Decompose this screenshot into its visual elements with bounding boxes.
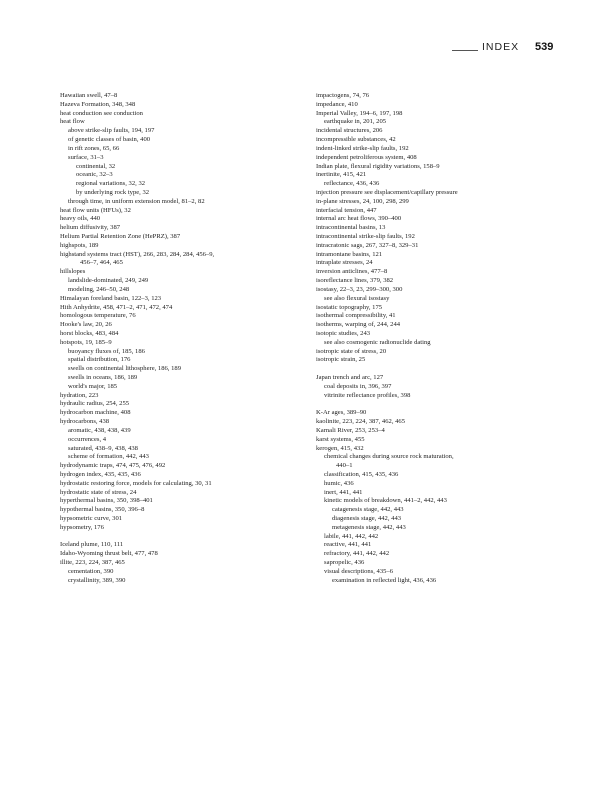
- index-subentry: classification, 415, 435, 436: [324, 470, 399, 478]
- index-entry: karst systems, 455: [316, 435, 365, 443]
- index-entry: homologous temperature, 76: [60, 312, 136, 320]
- index-subentry: 456–7, 464, 465: [80, 259, 123, 267]
- index-entry: isostatic topography, 175: [316, 303, 383, 311]
- index-subentry: sapropelic, 436: [324, 559, 365, 567]
- index-entry: kerogen, 415, 432: [316, 444, 364, 452]
- index-entry: hydrogen index, 435, 435, 436: [60, 470, 141, 478]
- index-entry: highstand systems tract (HST), 266, 283, 284, 284, 456–9,: [60, 250, 215, 258]
- index-subentry: aromatic, 438, 438, 439: [68, 426, 131, 434]
- index-entry: Japan trench and arc, 127: [316, 374, 384, 381]
- index-subentry: reactive, 441, 441: [324, 541, 372, 549]
- index-subentry: regional variations, 32, 32: [76, 180, 146, 188]
- index-column-left: [60, 92, 300, 586]
- index-subentry: see also cosmogenic radionuclide dating: [324, 338, 431, 346]
- index-entry: independent petroliferous system, 408: [316, 153, 417, 161]
- index-subentry: visual descriptions, 435–6: [324, 567, 394, 575]
- index-entry: in-plane stresses, 24, 100, 298, 299: [316, 197, 409, 205]
- index-entry: kaolinite, 223, 224, 387, 462, 465: [316, 418, 406, 426]
- index-entry: intramontane basins, 121: [316, 250, 383, 258]
- index-entry: isotopic studies, 243: [316, 329, 371, 337]
- index-subentry: in rift zones, 65, 66: [68, 144, 120, 152]
- index-entry: inertinite, 415, 421: [316, 171, 367, 179]
- index-subentry: modeling, 246–50, 248: [68, 285, 130, 293]
- index-entry: Imperial Valley, 194–6, 197, 198: [316, 109, 403, 117]
- index-subentry: diagenesis stage, 442, 443: [332, 515, 402, 522]
- index-entry: hydrostatic state of stress, 24: [60, 488, 137, 496]
- index-subentry: occurrences, 4: [68, 435, 107, 443]
- index-subentry: earthquake in, 201, 205: [324, 118, 387, 126]
- index-entry: intraplate stresses, 24: [316, 259, 373, 267]
- index-entry: hydrocarbon machine, 408: [60, 409, 131, 417]
- page-number: 539: [535, 41, 554, 53]
- index-entry: hyperthermal basins, 350, 398–401: [60, 497, 153, 505]
- index-subentry: crystallinity, 389, 390: [68, 576, 126, 584]
- index-subentry: spatial distribution, 176: [68, 356, 131, 364]
- index-subentry: by underlying rock type, 32: [76, 188, 150, 196]
- index-entry: heat flow: [60, 118, 85, 126]
- index-entry: hydraulic radius, 254, 255: [60, 400, 130, 408]
- index-entry: impedance, 410: [316, 100, 358, 108]
- header-rule: [452, 50, 478, 51]
- index-entry: interfacial tension, 447: [316, 206, 377, 214]
- index-subentry: refractory, 441, 442, 442: [324, 550, 390, 558]
- index-subentry: vitrinite reflectance profiles, 398: [324, 391, 411, 399]
- index-subentry: examination in reflected light, 436, 436: [332, 576, 437, 584]
- index-subentry: 440–1: [336, 462, 353, 470]
- index-entry: Hith Anhydrite, 458, 471–2, 471, 472, 474: [60, 303, 173, 311]
- index-subentry: chemical changes during source rock maturation,: [324, 453, 454, 461]
- index-subentry: catagenesis stage, 442, 443: [332, 506, 404, 514]
- index-subentry: reflectance, 436, 436: [324, 180, 380, 188]
- index-entry: horst blocks, 483, 484: [60, 329, 119, 337]
- index-subentry: saturated, 438–9, 438, 438: [68, 444, 138, 452]
- index-entry: incidental structures, 206: [316, 127, 383, 135]
- index-subentry: of genetic classes of basin, 400: [68, 136, 151, 144]
- index-entry: heat conduction see conduction: [60, 109, 143, 117]
- index-entry: Himalayan foreland basin, 122–3, 123: [60, 294, 162, 302]
- index-subentry: above strike-slip faults, 194, 197: [68, 127, 155, 135]
- index-entry: hydration, 223: [60, 391, 99, 399]
- index-entry: injection pressure see displacement/capillary pressure: [316, 188, 458, 196]
- index-entry: Indian plate, flexural rigidity variations, 158–9: [316, 162, 440, 170]
- index-entry: Helium Partial Retention Zone (HePRZ), 387: [60, 233, 181, 240]
- index-entry: heavy oils, 440: [60, 215, 101, 223]
- section-gap: [60, 533, 300, 542]
- index-entry: Iceland plume, 110, 111: [60, 541, 124, 549]
- index-entry: hydrocarbons, 438: [60, 418, 110, 426]
- index-entry: hotspots, 19, 185–9: [60, 338, 112, 346]
- index-entry: helium diffusivity, 387: [60, 224, 121, 232]
- index-entry: Hooke's law, 20, 26: [60, 321, 112, 329]
- index-entry: Hawaiian swell, 47–8: [60, 92, 118, 99]
- index-entry: Karnali River, 253, 253–4: [316, 426, 385, 434]
- index-subentry: oceanic, 32–3: [76, 171, 113, 179]
- index-subentry: swells on continental lithosphere, 186, 189: [68, 365, 181, 373]
- index-entry: highspots, 189: [60, 241, 99, 249]
- index-entry: impactogens, 74, 76: [316, 92, 370, 99]
- index-entry: hypsometry, 176: [60, 523, 104, 531]
- index-entry: inversion anticlines, 477–8: [316, 268, 388, 276]
- index-subentry: coal deposits in, 396, 397: [324, 382, 392, 390]
- index-entry: illite, 223, 224, 387, 465: [60, 559, 125, 567]
- index-subentry: kinetic models of breakdown, 441–2, 442, 443: [324, 497, 447, 505]
- index-subentry: buoyancy fluxes of, 185, 186: [68, 347, 145, 355]
- section-gap: [316, 365, 556, 374]
- index-entry: incompressible substances, 42: [316, 136, 396, 144]
- index-subentry: inert, 441, 441: [324, 488, 363, 496]
- index-entry: intracontinental basins, 13: [316, 224, 386, 232]
- index-column-right: [316, 92, 556, 586]
- index-entry: isothermal compressibility, 41: [316, 312, 396, 320]
- index-entry: intracratonic sags, 267, 327–8, 329–31: [316, 241, 419, 249]
- index-subentry: surface, 31–3: [68, 153, 104, 161]
- index-subentry: see also flexural isostasy: [324, 294, 390, 302]
- index-entry: hypsometric curve, 301: [60, 515, 123, 522]
- index-entry: K-Ar ages, 389–90: [316, 409, 367, 417]
- index-subentry: world's major, 185: [68, 382, 118, 390]
- index-subentry: through time, in uniform extension model, 81–2, 82: [68, 197, 205, 205]
- index-subentry: labile, 441, 442, 442: [324, 532, 379, 540]
- index-subentry: swells in oceans, 186, 189: [68, 374, 138, 381]
- index-entry: isotherms, warping of, 244, 244: [316, 321, 401, 329]
- index-subentry: humic, 436: [324, 479, 354, 487]
- index-subentry: cementation, 390: [68, 567, 114, 575]
- index-entry: isostasy, 22–3, 23, 299–300, 300: [316, 285, 403, 293]
- running-head-label: INDEX: [482, 41, 520, 53]
- index-entry: isoreflectance lines, 379, 382: [316, 277, 394, 285]
- index-entry: hillslopes: [60, 268, 86, 276]
- index-entry: heat flow units (HFUs), 32: [60, 206, 131, 214]
- index-entry: Idaho-Wyoming thrust belt, 477, 478: [60, 550, 158, 558]
- index-subentry: metagenesis stage, 442, 443: [332, 523, 406, 531]
- index-entry: isotropic state of stress, 20: [316, 347, 387, 355]
- index-entry: internal arc heat flows, 390–400: [316, 215, 402, 223]
- index-subentry: scheme of formation, 442, 443: [68, 453, 149, 461]
- index-entry: hydrostatic restoring force, models for calculating, 30, 31: [60, 479, 212, 487]
- index-subentry: landslide-dominated, 249, 249: [68, 277, 149, 285]
- index-subentry: continental, 32: [76, 162, 116, 170]
- index-entry: hypothermal basins, 350, 396–8: [60, 506, 145, 514]
- index-entry: isotropic strain, 25: [316, 356, 366, 364]
- index-entry: hydrodynamic traps, 474, 475, 476, 492: [60, 462, 166, 470]
- index-entry: indent-linked strike-slip faults, 192: [316, 144, 409, 152]
- index-entry: Hazeva Formation, 348, 348: [60, 100, 136, 108]
- index-entry: intracontinental strike-slip faults, 192: [316, 233, 415, 240]
- section-gap: [316, 400, 556, 409]
